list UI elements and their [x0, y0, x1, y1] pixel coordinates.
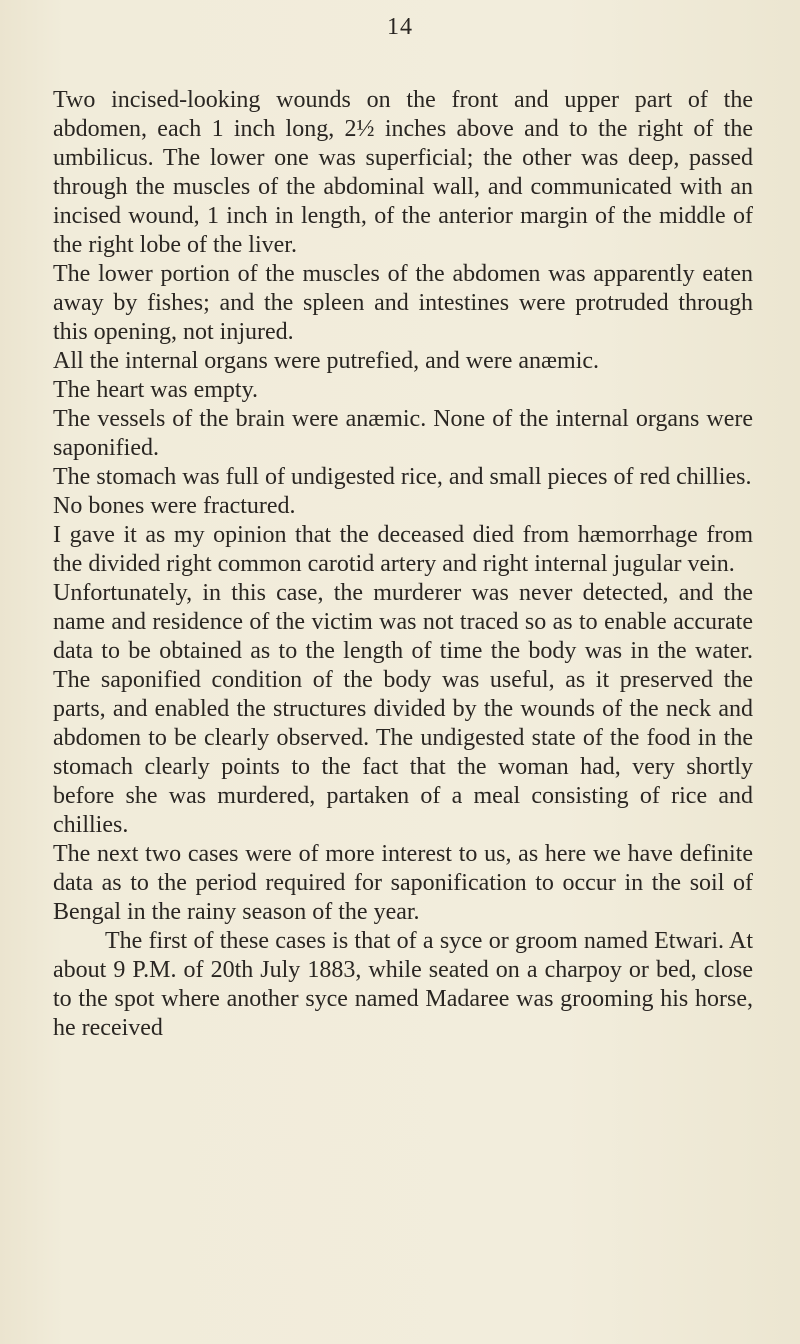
paragraph-opinion: I gave it as my opinion that the deceased died from hæmorrhage from the divided right common carotid artery and right internal jugular vein. — [53, 522, 753, 577]
paragraph-abdomen-wounds: Two incised-looking wounds on the front and upper part of the abdomen, each 1 inch long, 2½ inches above and to the right of the umbilicus. The lower one was superficial; the other was deep, passed through the muscles of the abdominal wall, and communicated with an incised wound, 1 inch in length, of the anterior margin of the middle of the right lobe of the liver. — [53, 87, 753, 258]
paragraph-next-cases: The next two cases were of more interest to us, as here we have definite data as to the period required for saponification to occur in the soil of Bengal in the rainy season of the year. — [53, 841, 753, 925]
paragraph-internal-organs: All the internal organs were putrefied, and were anæmic. — [53, 348, 600, 374]
paragraph-stomach: The stomach was full of undigested rice, and small pieces of red chillies. — [53, 464, 752, 490]
page-number: 14 — [387, 14, 413, 40]
paragraph-brain-vessels: The vessels of the brain were anæmic. None of the internal organs were saponified. — [53, 406, 753, 461]
paragraph-unfortunately: Unfortunately, in this case, the murderer was never detected, and the name and residence of the victim was not traced so as to enable accurate data to be obtained as to the length of time the body was in the water. The saponified condition of the body was useful, as it preserved the parts, and enabled the structures divided by the wounds of the neck and abdomen to be clearly observed. The undigested state of the food in the stomach clearly points to the fact that the woman had, very shortly before she was murdered, partaken of a meal consisting of rice and chillies. — [53, 580, 753, 838]
body-text — [53, 86, 753, 1043]
paragraph-abdomen-muscles: The lower portion of the muscles of the abdomen was apparently eaten away by fishes; and the spleen and intestines were protruded through this opening, not injured. — [53, 261, 753, 345]
paragraph-heart: The heart was empty. — [53, 377, 259, 403]
paragraph-first-case: The first of these cases is that of a syce or groom named Etwari. At about 9 P.M. of 20th July 1883, while seated on a charpoy or bed, close to the spot where another syce named Madaree was grooming his horse, he received — [53, 928, 753, 1041]
paragraph-bones: No bones were fractured. — [53, 493, 296, 519]
